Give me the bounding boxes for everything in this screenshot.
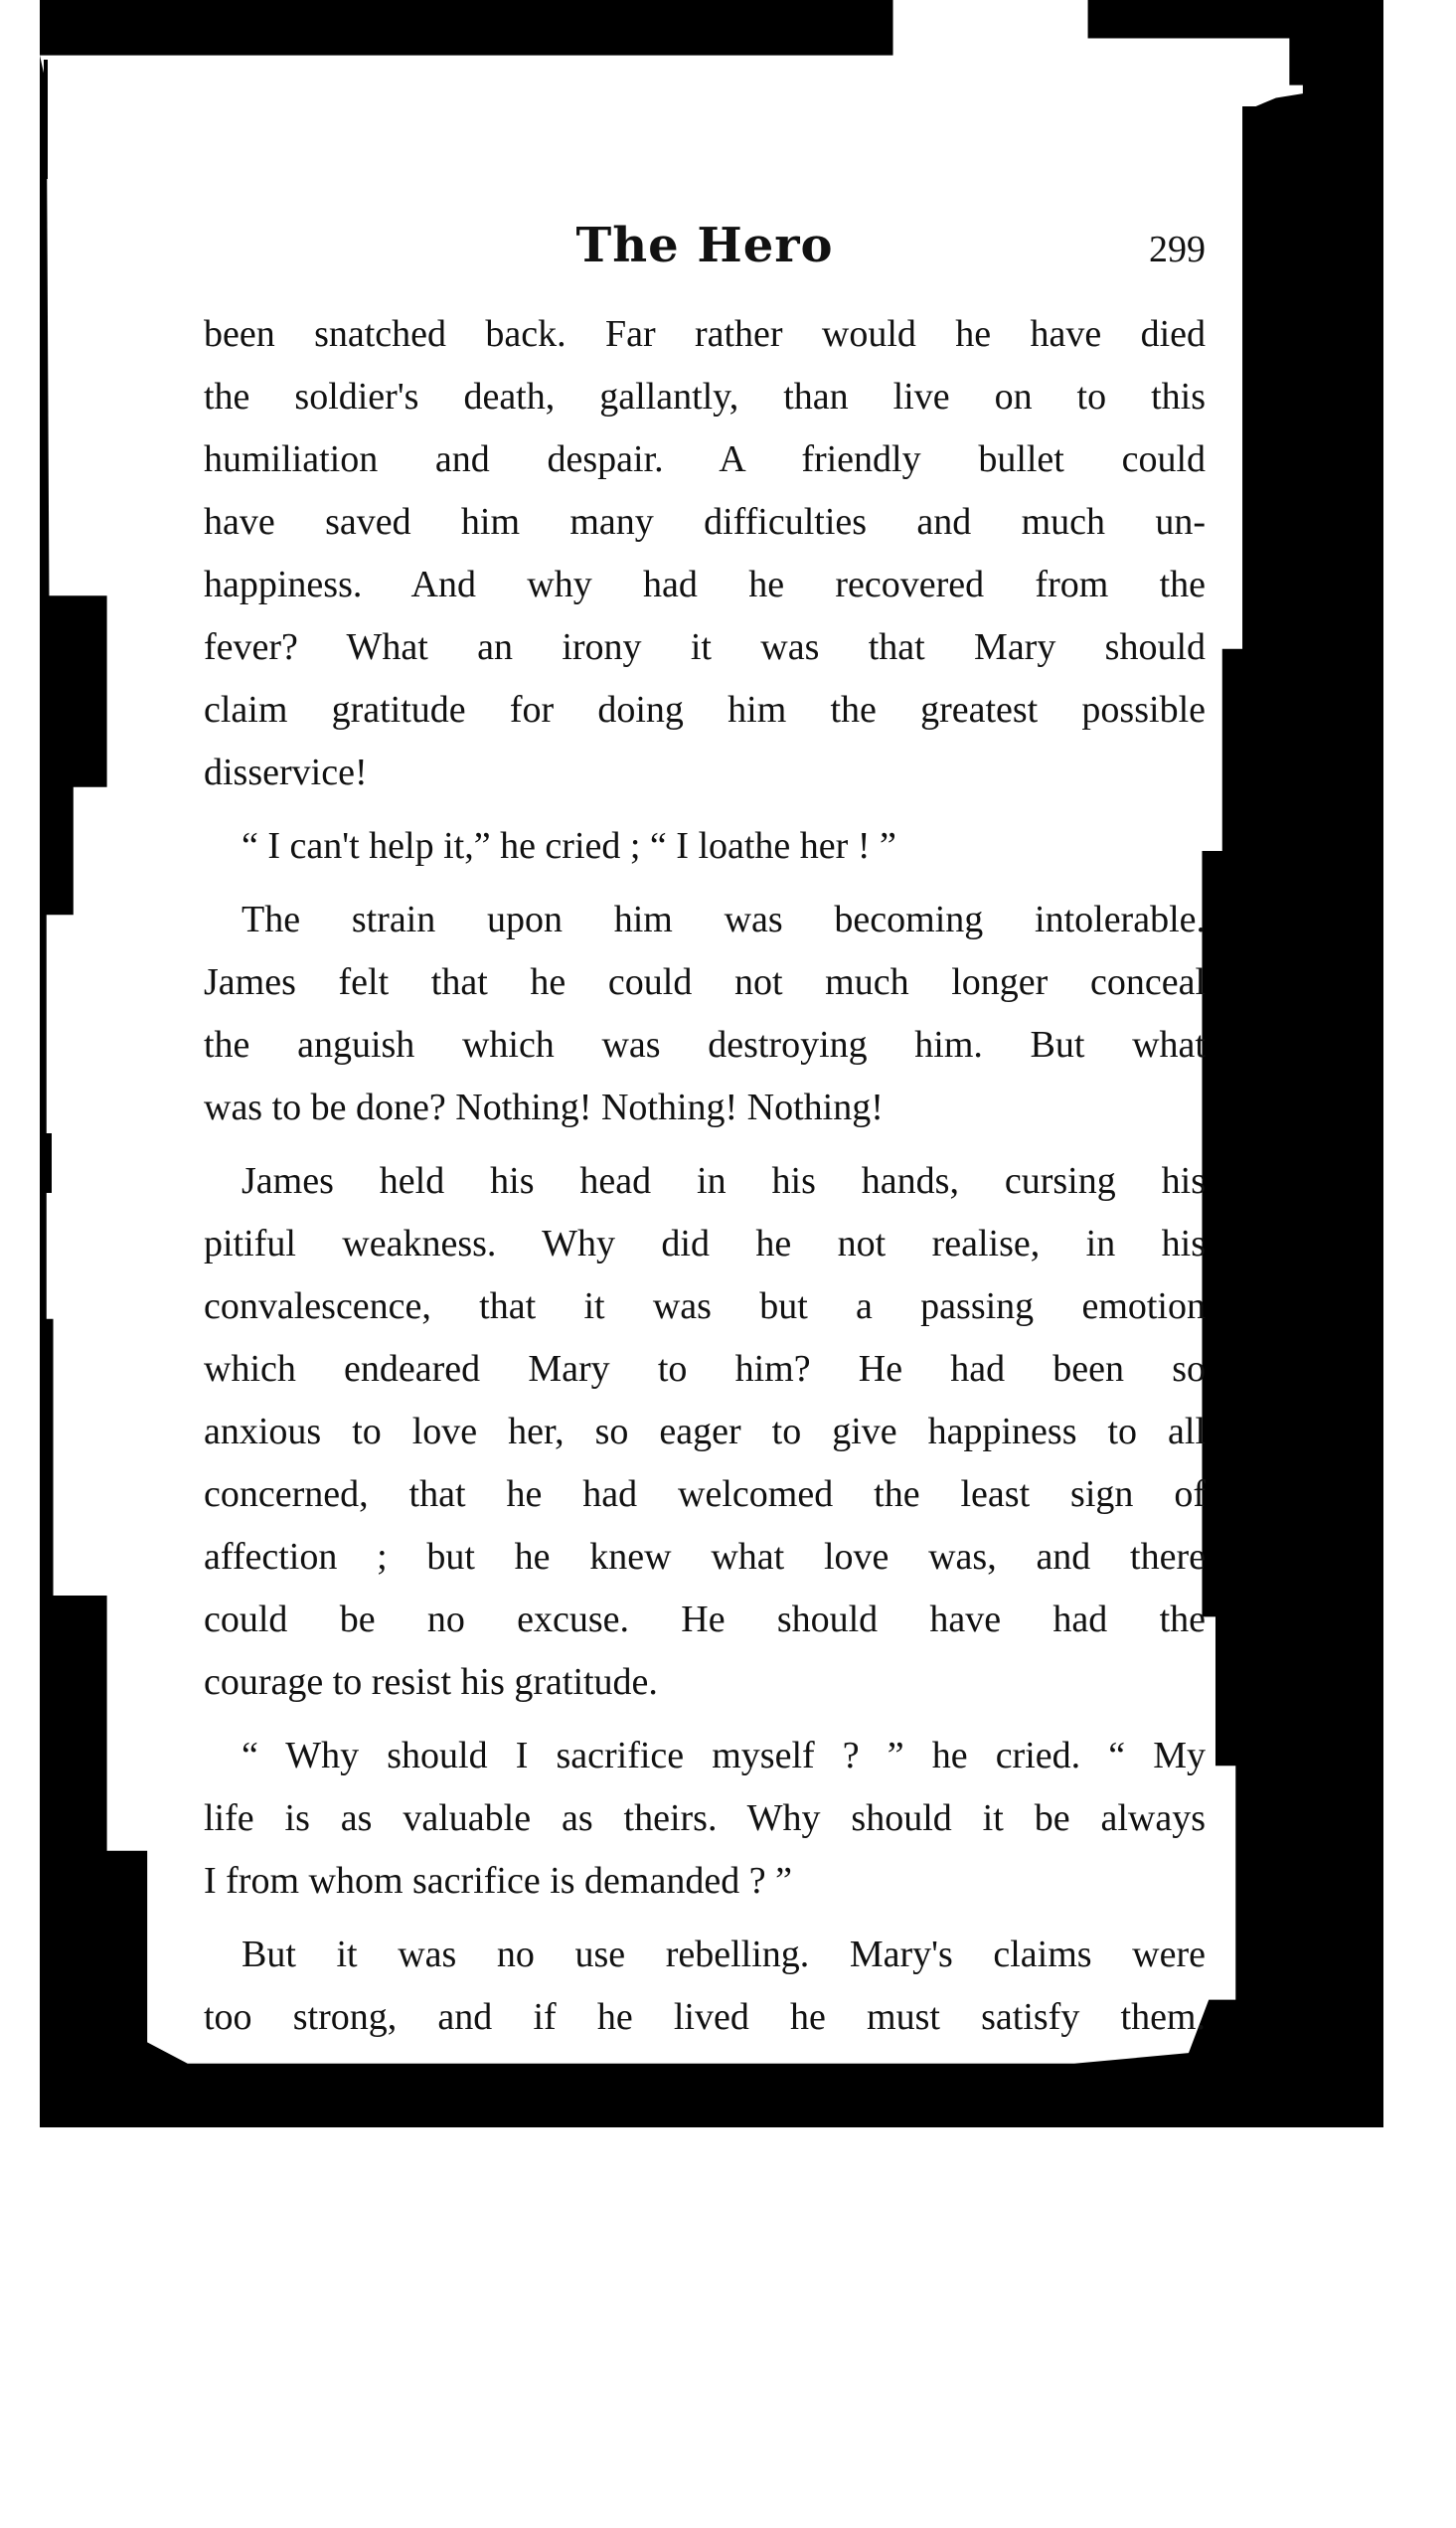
text-line: “ Why should I sacrifice myself ? ” he cried. “ My	[242, 1735, 1206, 1776]
paragraph	[204, 815, 1206, 878]
text-line: The strain upon him was becoming intolerable.	[242, 899, 1206, 940]
text-line: too strong, and if he lived he must satisfy them.	[204, 1996, 1206, 2038]
text-line: affection ; but he knew what love was, and there	[204, 1536, 1206, 1578]
paragraph-gap	[204, 1913, 1206, 1924]
paragraph-gap	[204, 1714, 1206, 1725]
text-line: convalescence, that it was but a passing emotion	[204, 1285, 1206, 1327]
paragraph	[204, 1150, 1206, 1714]
page-header	[204, 211, 1206, 280]
text-line: James held his head in his hands, cursing his	[242, 1160, 1206, 1202]
page-number: 299	[1149, 229, 1206, 270]
text-line: happiness. And why had he recovered from the	[204, 564, 1206, 605]
left-edge-mark	[46, 1133, 52, 1193]
text-line: But it was no use rebelling. Mary's claims were	[242, 1934, 1206, 1975]
left-edge-mark	[46, 1491, 50, 1581]
paragraph-gap	[204, 878, 1206, 889]
paragraph	[204, 889, 1206, 1139]
text-line: have saved him many difficulties and much un-	[204, 501, 1206, 543]
right-edge-mark	[1365, 109, 1370, 139]
text-line: pitiful weakness. Why did he not realise, in his	[204, 1223, 1206, 1264]
left-edge-mark	[44, 60, 48, 179]
text-line: humiliation and despair. A friendly bullet could	[204, 438, 1206, 480]
paragraph	[204, 303, 1206, 804]
text-line: the anguish which was destroying him. But what	[204, 1024, 1206, 1066]
text-line: fever? What an irony it was that Mary should	[204, 626, 1206, 668]
text-line: disservice!	[204, 752, 368, 793]
paragraph-gap	[204, 804, 1206, 815]
paragraph	[204, 1924, 1206, 2049]
body-text	[204, 303, 1206, 2049]
text-line: could be no excuse. He should have had the	[204, 1599, 1206, 1640]
text-line: I from whom sacrifice is demanded ? ”	[204, 1860, 792, 1902]
text-line: courage to resist his gratitude.	[204, 1661, 658, 1703]
paragraph	[204, 1725, 1206, 1913]
text-line: “ I can't help it,” he cried ; “ I loathe her ! ”	[242, 825, 896, 867]
text-line: was to be done? Nothing! Nothing! Nothing!	[204, 1087, 884, 1128]
text-line: which endeared Mary to him? He had been so	[204, 1348, 1206, 1390]
text-line: been snatched back. Far rather would he have died	[204, 313, 1206, 355]
text-line: James felt that he could not much longer conceal	[204, 961, 1206, 1003]
text-line: anxious to love her, so eager to give happiness to all	[204, 1411, 1206, 1452]
text-line: life is as valuable as theirs. Why should it be always	[204, 1797, 1206, 1839]
text-line: concerned, that he had welcomed the least sign of	[204, 1473, 1206, 1515]
running-title: The Hero	[575, 218, 834, 273]
text-line: the soldier's death, gallantly, than live on to this	[204, 376, 1206, 418]
paragraph-gap	[204, 1139, 1206, 1150]
text-line: claim gratitude for doing him the greatest possible	[204, 689, 1206, 731]
